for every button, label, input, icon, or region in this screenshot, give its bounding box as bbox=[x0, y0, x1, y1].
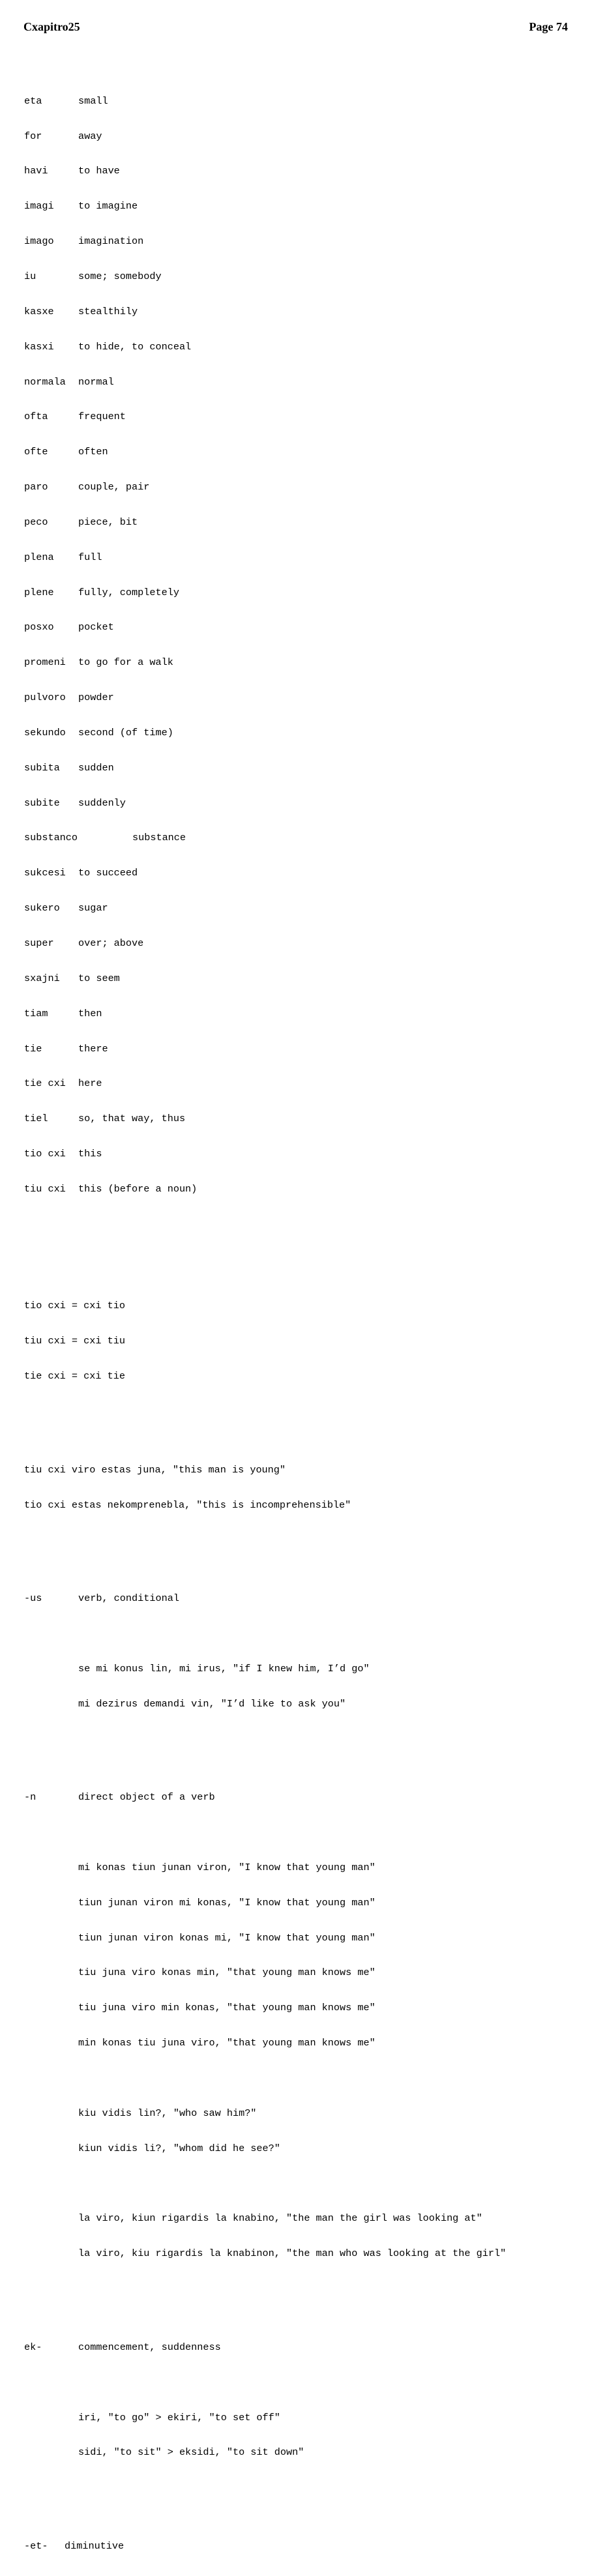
vocab-word: tie cxi bbox=[24, 1077, 66, 1090]
vocab-word: imago bbox=[24, 235, 54, 248]
vocab-meaning: to have bbox=[78, 165, 120, 177]
affix-example: tiun junan viron mi konas, "I know that young man" bbox=[78, 1896, 376, 1909]
vocab-word: subite bbox=[24, 797, 60, 809]
vocab-word: kasxi bbox=[24, 340, 54, 353]
page-title: Cxapitro25 bbox=[23, 20, 80, 33]
affix-example: se mi konus lin, mi irus, "if I knew him, I’d go" bbox=[78, 1662, 370, 1675]
vocab-entry bbox=[24, 868, 585, 879]
vocab-entry bbox=[24, 973, 585, 985]
affix-entry bbox=[24, 2541, 585, 2553]
vocab-meaning: pocket bbox=[78, 621, 114, 634]
blank-line bbox=[24, 1418, 585, 1429]
vocab-meaning: sugar bbox=[78, 902, 108, 915]
affix-example: sidi, "to sit" > eksidi, "to sit down" bbox=[78, 2446, 304, 2459]
vocab-word: substanco bbox=[24, 832, 78, 844]
vocab-word: sukcesi bbox=[24, 867, 66, 879]
affix-example: iri, "to go" > ekiri, "to set off" bbox=[78, 2411, 280, 2423]
vocab-meaning: this bbox=[78, 1148, 102, 1160]
affix-term: -et- bbox=[24, 2539, 48, 2552]
blank-line bbox=[24, 1827, 585, 1839]
vocab-entry bbox=[24, 587, 585, 599]
blank-line bbox=[24, 1745, 585, 1757]
vocab-meaning: over; above bbox=[78, 937, 144, 950]
vocab-meaning: couple, pair bbox=[78, 481, 150, 493]
affix-meaning: diminutive bbox=[65, 2539, 125, 2552]
vocab-entry bbox=[24, 377, 585, 388]
affix-example: mi dezirus demandi vin, "I’d like to ask you" bbox=[78, 1697, 346, 1710]
vocab-meaning: stealthily bbox=[78, 305, 138, 317]
vocab-word: paro bbox=[24, 481, 48, 493]
vocab-entry bbox=[24, 832, 585, 844]
vocab-meaning: then bbox=[78, 1007, 102, 1019]
vocab-meaning: fully, completely bbox=[78, 586, 179, 598]
vocab-meaning: to succeed bbox=[78, 867, 138, 879]
page-number: Page 74 bbox=[529, 20, 568, 33]
vocab-word: sukero bbox=[24, 902, 60, 915]
vocab-meaning: here bbox=[78, 1077, 102, 1090]
blank-line bbox=[24, 2295, 585, 2307]
vocab-meaning: to hide, to conceal bbox=[78, 340, 192, 353]
affix-example: la viro, kiu rigardis la knabinon, "the man who was looking at the girl" bbox=[78, 2247, 507, 2260]
vocab-entry bbox=[24, 727, 585, 739]
vocab-entry bbox=[24, 903, 585, 915]
vocab-meaning: suddenly bbox=[78, 797, 126, 809]
vocab-entry bbox=[24, 342, 585, 353]
blank-line bbox=[24, 2494, 585, 2506]
vocab-entry bbox=[24, 552, 585, 564]
vocab-entry bbox=[24, 1113, 585, 1125]
affix-meaning: verb, conditional bbox=[78, 1592, 179, 1605]
affix-example: min konas tiu juna viro, "that young man knows me" bbox=[78, 2037, 376, 2049]
vocab-entry bbox=[24, 1008, 585, 1020]
vocab-word: iu bbox=[24, 270, 37, 282]
vocab-word: sekundo bbox=[24, 726, 66, 739]
equivalence-line: tio cxi = cxi tio bbox=[24, 1300, 125, 1312]
vocab-list bbox=[24, 72, 585, 1219]
vocab-entry bbox=[24, 938, 585, 950]
vocab-entry bbox=[24, 446, 585, 458]
affix-term: -n bbox=[24, 1791, 37, 1804]
vocab-meaning: imagination bbox=[78, 235, 144, 248]
vocab-word: tio cxi bbox=[24, 1148, 66, 1160]
vocab-word: eta bbox=[24, 95, 42, 107]
vocab-entry bbox=[24, 271, 585, 283]
vocab-word: tie bbox=[24, 1042, 42, 1055]
vocab-entry bbox=[24, 166, 585, 177]
vocab-entry bbox=[24, 692, 585, 704]
vocab-word: sxajni bbox=[24, 972, 60, 984]
affix-example: tiu juna viro konas min, "that young man knows me" bbox=[78, 1967, 376, 1979]
vocab-word: ofta bbox=[24, 411, 48, 423]
vocab-word: peco bbox=[24, 516, 48, 528]
vocab-entry bbox=[24, 763, 585, 774]
vocab-meaning: piece, bit bbox=[78, 516, 138, 528]
blank-line bbox=[24, 2178, 585, 2190]
vocab-entry bbox=[24, 657, 585, 669]
equivalence-line: tiu cxi = cxi tiu bbox=[24, 1335, 125, 1347]
blank-line bbox=[24, 1628, 585, 1640]
vocab-word: imagi bbox=[24, 200, 54, 212]
vocab-word: subita bbox=[24, 761, 60, 774]
vocab-entry bbox=[24, 798, 585, 810]
vocab-meaning: full bbox=[78, 551, 102, 563]
vocab-word: tiu cxi bbox=[24, 1182, 66, 1195]
affix-meaning: commencement, suddenness bbox=[78, 2341, 221, 2353]
affix-entry bbox=[24, 1792, 585, 1804]
vocab-word: super bbox=[24, 937, 54, 950]
equivalence-line: tie cxi = cxi tie bbox=[24, 1370, 125, 1383]
vocab-entry bbox=[24, 1149, 585, 1160]
vocab-word: plena bbox=[24, 551, 54, 563]
document-body bbox=[24, 37, 585, 2576]
vocab-meaning: away bbox=[78, 130, 102, 142]
affix-example: mi konas tiun junan viron, "I know that young man" bbox=[78, 1861, 376, 1873]
example-line: tiu cxi viro estas juna, "this man is young" bbox=[24, 1463, 286, 1476]
blank-line bbox=[24, 2377, 585, 2389]
vocab-entry bbox=[24, 1044, 585, 1055]
vocab-entry bbox=[24, 411, 585, 423]
vocab-entry bbox=[24, 96, 585, 108]
vocab-entry bbox=[24, 517, 585, 529]
vocab-word: for bbox=[24, 130, 42, 142]
vocab-word: posxo bbox=[24, 621, 54, 634]
affix-example: kiun vidis li?, "whom did he see?" bbox=[78, 2142, 280, 2154]
vocab-meaning: this (before a noun) bbox=[78, 1182, 198, 1195]
blank-line bbox=[24, 1254, 585, 1266]
vocab-word: tiel bbox=[24, 1113, 48, 1125]
affix-example: kiu vidis lin?, "who saw him?" bbox=[78, 2107, 257, 2119]
vocab-meaning: there bbox=[78, 1042, 108, 1055]
vocab-entry bbox=[24, 306, 585, 318]
affix-entry bbox=[24, 2342, 585, 2354]
vocab-meaning: normal bbox=[78, 375, 114, 388]
vocab-word: ofte bbox=[24, 446, 48, 458]
affix-entry bbox=[24, 1593, 585, 1605]
affix-example: tiu juna viro min konas, "that young man knows me" bbox=[78, 2002, 376, 2014]
vocab-meaning: substance bbox=[132, 832, 186, 844]
vocab-meaning: some; somebody bbox=[78, 270, 162, 282]
vocab-word: normala bbox=[24, 375, 66, 388]
vocab-word: promeni bbox=[24, 656, 66, 669]
vocab-entry bbox=[24, 236, 585, 248]
affix-example: tiun junan viron konas mi, "I know that young man" bbox=[78, 1931, 376, 1944]
vocab-entry bbox=[24, 1078, 585, 1090]
vocab-meaning: so, that way, thus bbox=[78, 1113, 186, 1125]
vocab-meaning: powder bbox=[78, 692, 114, 704]
example-line: tio cxi estas nekomprenebla, "this is incomprehensible" bbox=[24, 1499, 351, 1511]
vocab-meaning: second (of time) bbox=[78, 726, 173, 739]
affix-term: ek- bbox=[24, 2341, 42, 2353]
affix-meaning: direct object of a verb bbox=[78, 1791, 215, 1804]
vocab-meaning: small bbox=[78, 95, 108, 107]
vocab-meaning: to seem bbox=[78, 972, 120, 984]
vocab-word: pulvoro bbox=[24, 692, 66, 704]
vocab-meaning: often bbox=[78, 446, 108, 458]
vocab-entry bbox=[24, 131, 585, 143]
vocab-word: kasxe bbox=[24, 305, 54, 317]
blank-line bbox=[24, 1546, 585, 1558]
affix-term: -us bbox=[24, 1592, 42, 1605]
affix-example: la viro, kiun rigardis la knabino, "the man the girl was looking at" bbox=[78, 2212, 482, 2225]
vocab-entry bbox=[24, 1184, 585, 1195]
vocab-meaning: to go for a walk bbox=[78, 656, 173, 669]
vocab-meaning: frequent bbox=[78, 411, 126, 423]
vocab-word: tiam bbox=[24, 1007, 48, 1019]
vocab-word: havi bbox=[24, 165, 48, 177]
vocab-word: plene bbox=[24, 586, 54, 598]
vocab-entry bbox=[24, 622, 585, 634]
vocab-meaning: to imagine bbox=[78, 200, 138, 212]
blank-line bbox=[24, 2073, 585, 2085]
vocab-entry bbox=[24, 482, 585, 493]
vocab-entry bbox=[24, 201, 585, 212]
vocab-meaning: sudden bbox=[78, 761, 114, 774]
